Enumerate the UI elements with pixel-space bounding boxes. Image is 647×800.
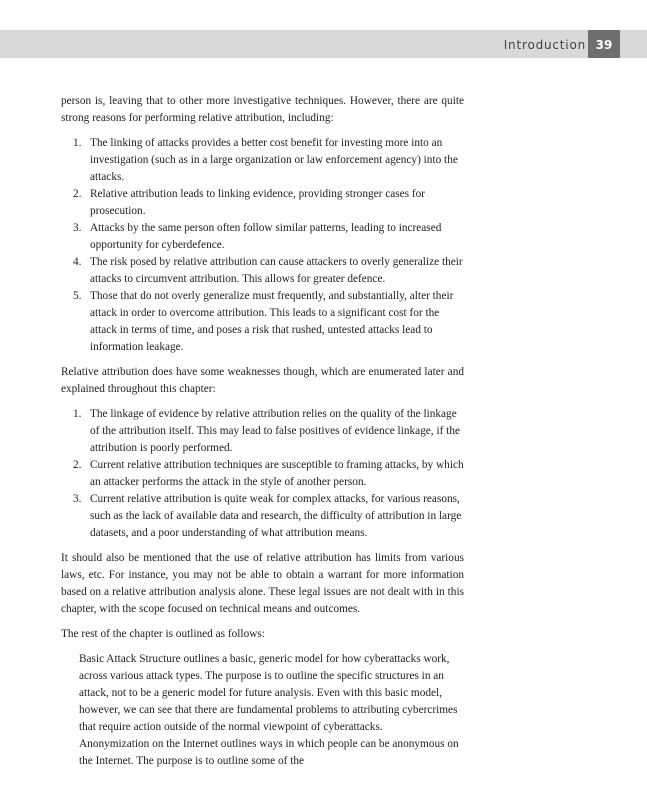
- outline-item: Basic Attack Structure outlines a basic, generic model for how cyberattacks work, across various attack types. The purpose is to outline the specific structures in an attack, not to be a generic model for future analysis. Even with this basic model, however, we can see that there are fundamental problems to attributing cybercrimes that require action outside of the normal viewpoint of cyberattacks.: [79, 653, 458, 733]
- list-item: [61, 135, 464, 186]
- list-item-text: The linkage of evidence by relative attribution relies on the quality of the linkage of the attribution itself. This may lead to false positives of evidence linkage, if the attribution is poorly performed.: [90, 408, 460, 454]
- list-number: 2.: [73, 188, 82, 200]
- paragraph: The rest of the chapter is outlined as follows:: [61, 628, 265, 640]
- list-item-text: Those that do not overly generalize must frequently, and substantially, alter their attack in order to overcome attribution. This leads to a significant cost for the attack in terms of time, and poses a risk that rushed, untested attacks lead to information leakage.: [90, 290, 454, 353]
- paragraph: It should also be mentioned that the use of relative attribution has limits from various laws, etc. For instance, you may not be able to obtain a warrant for more information based on a relative attribution analysis alone. These legal issues are not dealt with in this chapter, with the scope focused on technical means and outcomes.: [61, 552, 464, 615]
- paragraph: Relative attribution does have some weaknesses though, which are enumerated later and explained throughout this chapter:: [61, 366, 464, 395]
- outline-item: Anonymization on the Internet outlines ways in which people can be anonymous on the Internet. The purpose is to outline some of the: [79, 738, 459, 767]
- list-item-text: The risk posed by relative attribution can cause attackers to overly generalize their attacks to circumvent attribution. This allows for greater defence.: [90, 256, 463, 285]
- list-number: 1.: [73, 408, 82, 420]
- list-number: 5.: [73, 290, 82, 302]
- list-item-text: Attacks by the same person often follow similar patterns, leading to increased opportunity for cyberdefence.: [90, 222, 442, 251]
- list-item: [61, 254, 464, 288]
- list-number: 3.: [73, 493, 82, 505]
- list-number: 4.: [73, 256, 82, 268]
- list-number: 3.: [73, 222, 82, 234]
- weaknesses-list: [61, 406, 464, 542]
- page-number: 39: [588, 30, 620, 58]
- list-item: [61, 406, 464, 457]
- list-item: [61, 491, 464, 542]
- reasons-list: [61, 135, 464, 356]
- list-item-text: Current relative attribution is quite weak for complex attacks, for various reasons, such as the lack of available data and research, the difficulty of attribution in large datasets, and a poor understanding of what attribution means.: [90, 493, 462, 539]
- list-number: 2.: [73, 459, 82, 471]
- list-item: [61, 220, 464, 254]
- list-item-text: Current relative attribution techniques are susceptible to framing attacks, by which an attacker performs the attack in the style of another person.: [90, 459, 464, 488]
- list-item: [61, 457, 464, 491]
- list-item-text: The linking of attacks provides a better cost benefit for investing more into an investigation (such as in a large organization or law enforcement agency) into the attacks.: [90, 137, 458, 183]
- list-item-text: Relative attribution leads to linking evidence, providing stronger cases for prosecution.: [90, 188, 426, 217]
- running-header: [0, 30, 647, 58]
- section-title: Introduction: [503, 38, 586, 52]
- list-number: 1.: [73, 137, 82, 149]
- chapter-outline: [61, 651, 464, 770]
- page-body: [61, 93, 464, 770]
- list-item: [61, 288, 464, 356]
- paragraph: person is, leaving that to other more investigative techniques. However, there are quite strong reasons for performing relative attribution, including:: [61, 95, 464, 124]
- list-item: [61, 186, 464, 220]
